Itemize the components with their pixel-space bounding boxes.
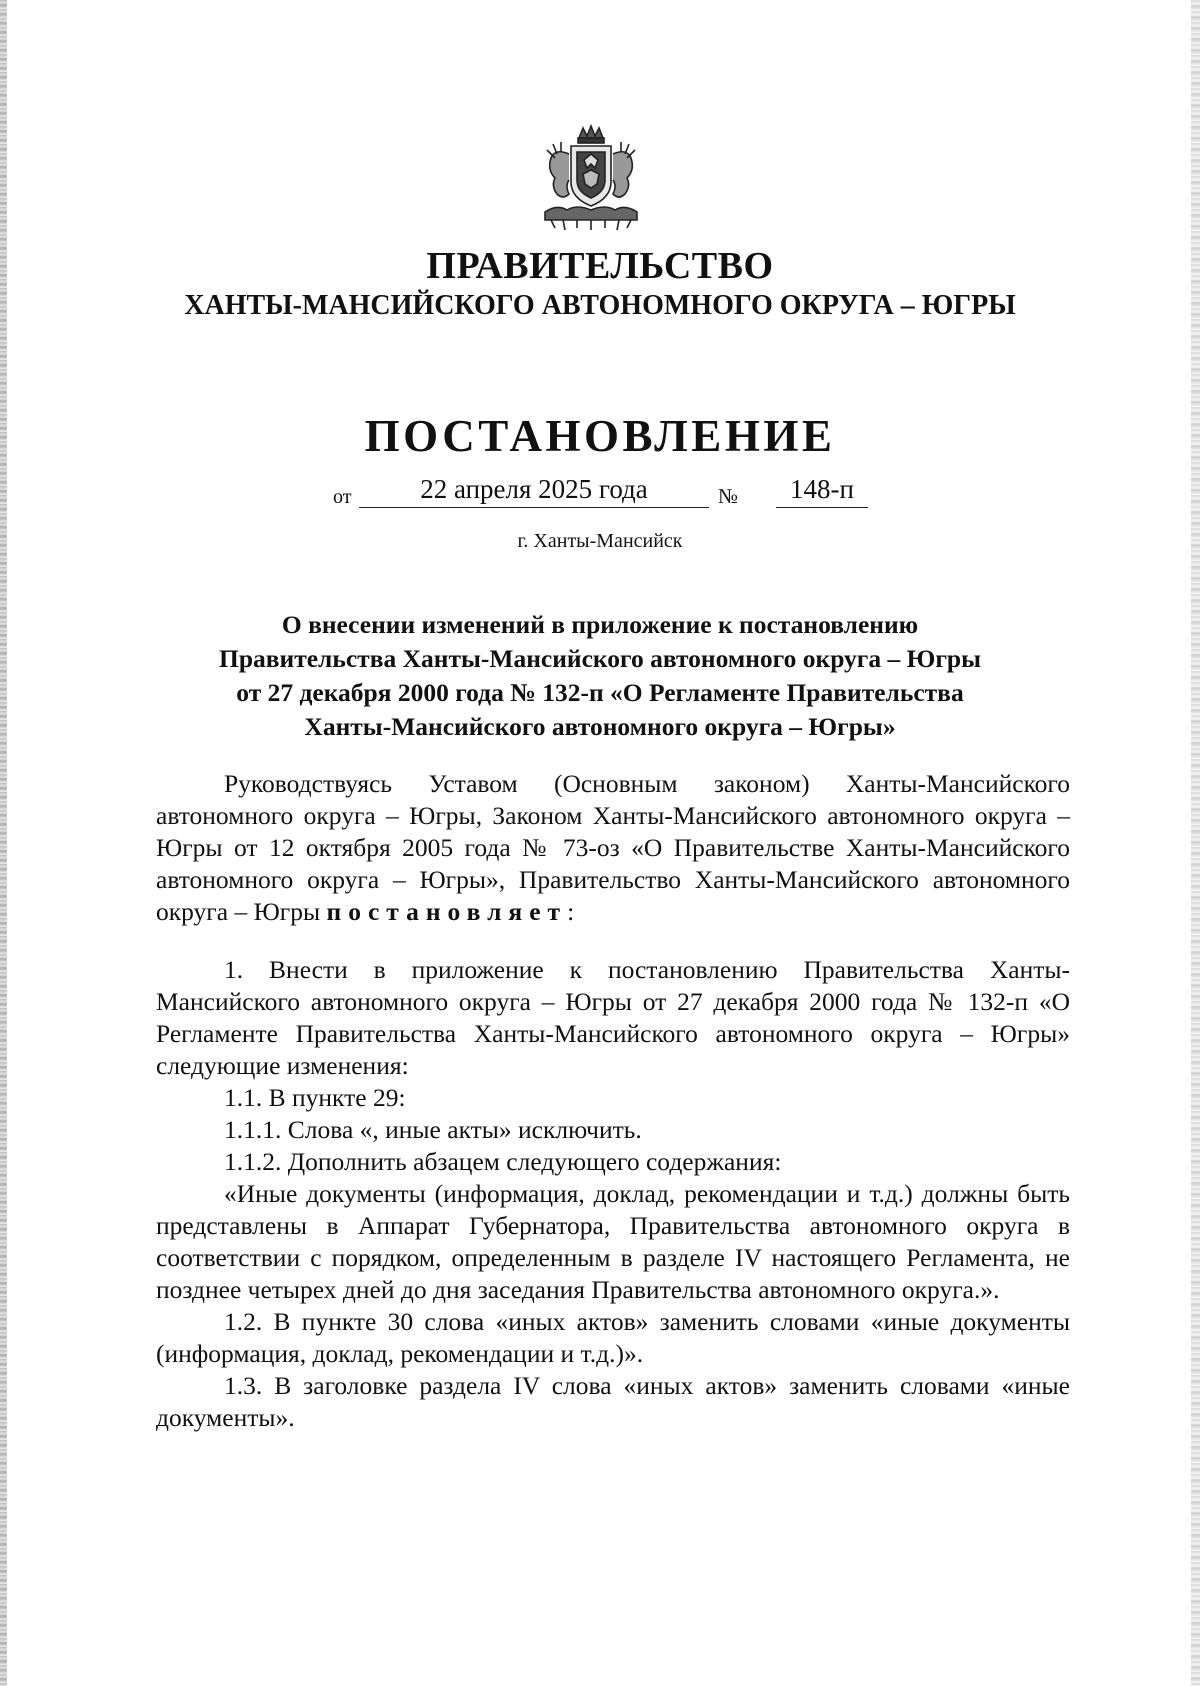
preamble-paragraph bbox=[156, 768, 1070, 928]
region-name: ХАНТЫ-МАНСИЙСКОГО АВТОНОМНОГО ОКРУГА – ЮГРЫ bbox=[184, 290, 1016, 321]
coat-of-arms-icon bbox=[537, 124, 645, 234]
decree-suffix: : bbox=[567, 897, 575, 926]
heading-line: от 27 декабря 2000 года № 132-п «О Регламенте Правительства bbox=[236, 678, 964, 707]
city: г. Ханты-Мансийск bbox=[517, 530, 683, 552]
government-title: ПРАВИТЕЛЬСТВО bbox=[426, 245, 774, 287]
paragraph-item-1-1-1: 1.1.1. Слова «, иные акты» исключить. bbox=[224, 1115, 642, 1144]
preamble-text: Руководствуясь Уставом (Основным законом) Ханты-Мансийского автономного округа – Югры, Законом Ханты-Мансийского автономного округа – Югры от 12 октября 2005 года № 73-оз «О Правительстве Ханты-Мансийского автономного округа – Югры», Правительство Ханты-Мансийского автономного округа – Югры bbox=[156, 769, 1070, 926]
heading-line: Ханты-Мансийского автономного округа – Югры» bbox=[304, 712, 896, 741]
paragraph-quote: «Иные документы (информация, доклад, рекомендации и т.д.) должны быть представлены в Аппарат Губернатора, Правительства автономного округа в соответствии с порядком, определенным в разделе IV настоящего Регламента, не позднее четырех дней до дня заседания Правительства автономного округа.». bbox=[156, 1179, 1070, 1304]
number-label: № bbox=[718, 484, 739, 508]
paragraph-item-1: 1. Внести в приложение к постановлению Правительства Ханты-Мансийского автономного округа – Югры от 27 декабря 2000 года № 132-п «О Регламенте Правительства Ханты-Мансийского автономного округа – Югры» следующие изменения: bbox=[156, 955, 1070, 1080]
from-label: от bbox=[333, 486, 352, 508]
heading-line: О внесении изменений в приложение к постановлению bbox=[281, 610, 919, 639]
paragraph-item-1-2: 1.2. В пункте 30 слова «иных актов» заменить словами «иные документы (информация, доклад, рекомендации и т.д.)». bbox=[156, 1307, 1070, 1368]
heading-line: Правительства Ханты-Мансийского автономного округа – Югры bbox=[218, 644, 981, 673]
document-type: ПОСТАНОВЛЕНИЕ bbox=[364, 411, 836, 461]
paragraph-item-1-1: 1.1. В пункте 29: bbox=[224, 1083, 406, 1112]
document-date: 22 апреля 2025 года bbox=[359, 474, 709, 508]
document-body bbox=[156, 768, 1070, 1434]
decree-word: постановляет bbox=[326, 897, 568, 926]
paragraph-item-1-3: 1.3. В заголовке раздела IV слова «иных актов» заменить словами «иные документы». bbox=[156, 1371, 1070, 1432]
document-heading bbox=[150, 608, 1050, 744]
date-number-row bbox=[333, 474, 873, 514]
document-number: 148-п bbox=[776, 474, 868, 508]
paragraph-item-1-1-2: 1.1.2. Дополнить абзацем следующего содержания: bbox=[224, 1147, 782, 1176]
